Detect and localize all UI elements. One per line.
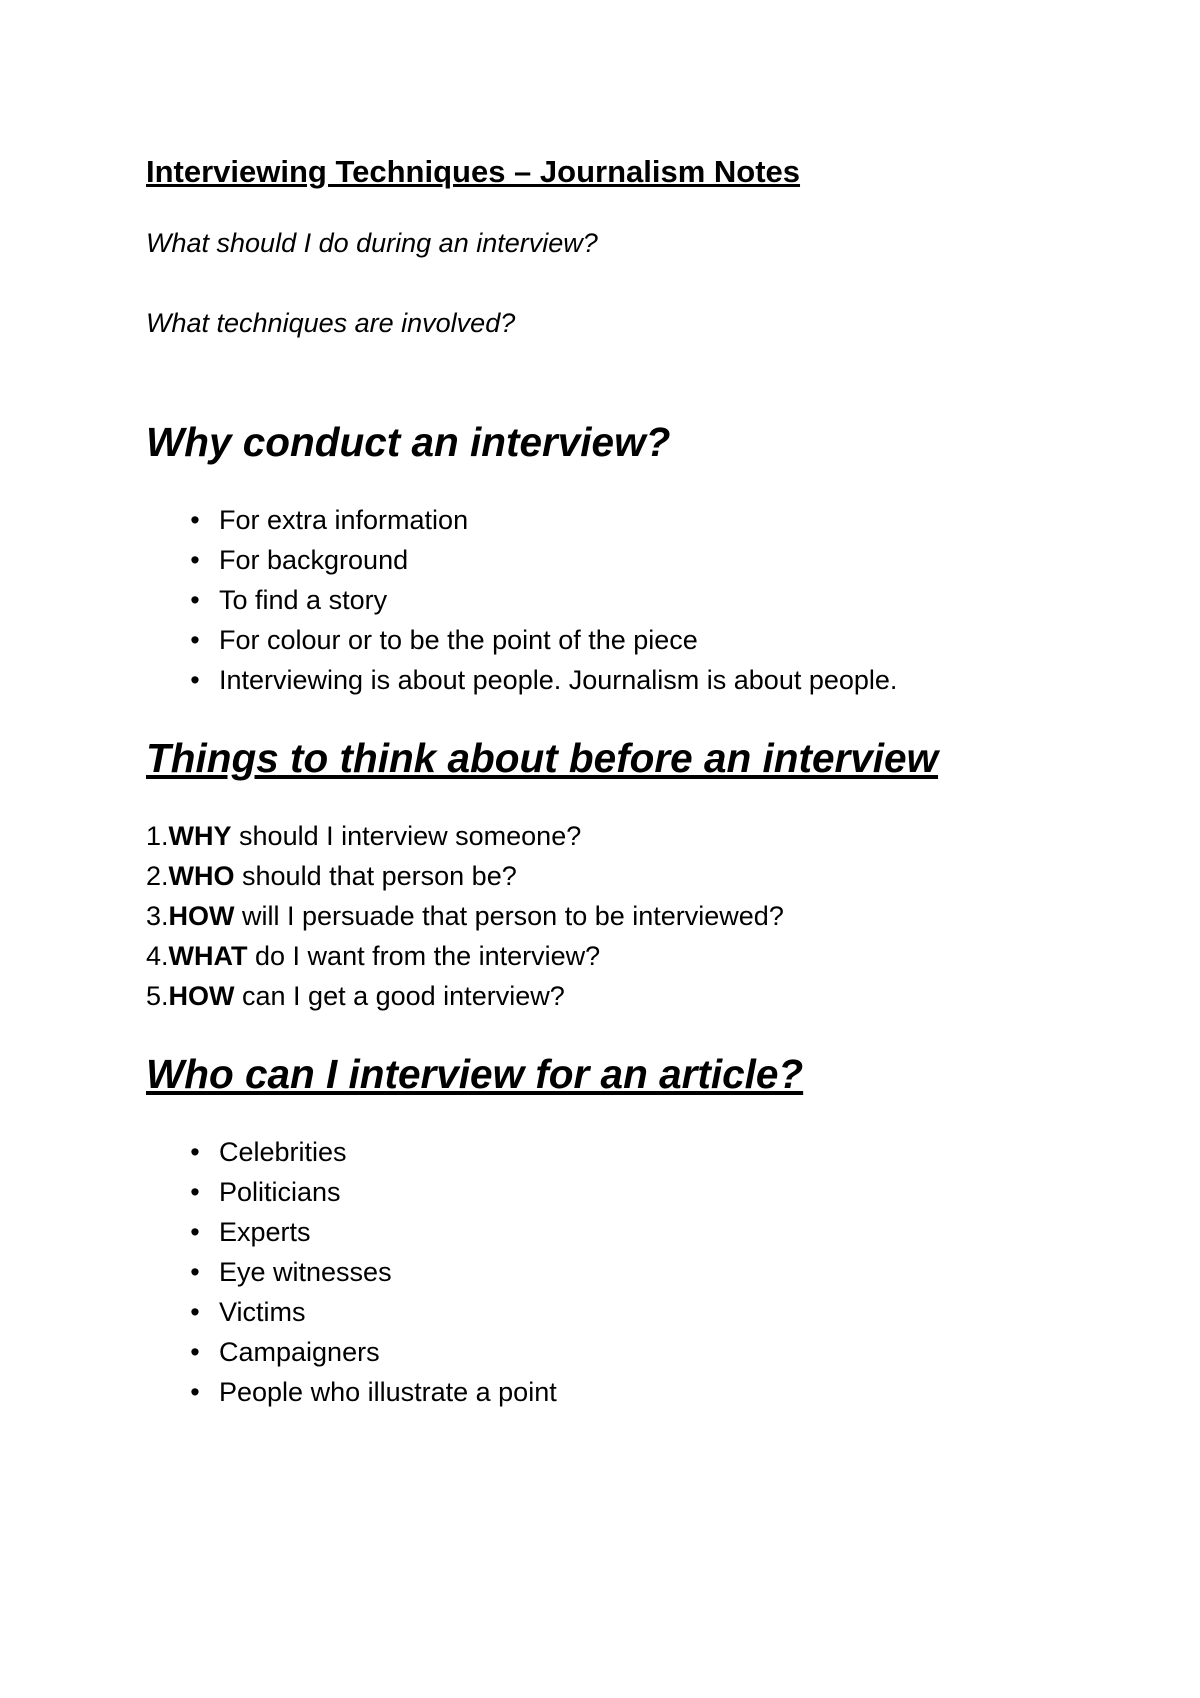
list-item-text: People who illustrate a point	[219, 1377, 557, 1407]
bullet-icon: •	[190, 1137, 200, 1167]
item-text: do I want from the interview?	[247, 941, 601, 971]
item-text: can I get a good interview?	[234, 981, 565, 1011]
document-title: Interviewing Techniques – Journalism Notes	[146, 154, 801, 189]
item-number: 4.	[146, 941, 169, 971]
list-item	[146, 1172, 1126, 1212]
list-item-text: For colour or to be the point of the piece	[219, 625, 698, 655]
list-item	[146, 1252, 1126, 1292]
item-keyword: HOW	[168, 901, 235, 931]
intro-question: What should I do during an interview?	[146, 228, 598, 258]
list-item	[146, 1132, 1126, 1172]
list-item	[146, 580, 1126, 620]
list-item	[146, 620, 1126, 660]
before-list	[146, 816, 1126, 1016]
intro-question: What techniques are involved?	[146, 308, 516, 338]
item-keyword: WHO	[168, 861, 235, 891]
list-item-text: Politicians	[219, 1177, 341, 1207]
who-list	[146, 1132, 1126, 1412]
bullet-icon: •	[190, 505, 200, 535]
list-item-text: Experts	[219, 1217, 311, 1247]
list-item	[146, 500, 1126, 540]
why-list	[146, 500, 1126, 700]
item-number: 5.	[146, 981, 169, 1011]
list-item-text: To find a story	[219, 585, 388, 615]
item-number: 1.	[146, 821, 169, 851]
bullet-icon: •	[190, 585, 200, 615]
bullet-icon: •	[190, 1177, 200, 1207]
item-keyword: WHY	[168, 821, 232, 851]
item-keyword: WHAT	[168, 941, 248, 971]
list-item	[146, 1332, 1126, 1372]
list-item-text: Interviewing is about people. Journalism is about people.	[219, 665, 898, 695]
numbered-item	[146, 816, 1126, 856]
section-heading-who: Who can I interview for an article?	[146, 1051, 804, 1097]
list-item-text: Celebrities	[219, 1137, 347, 1167]
list-item-text: For extra information	[219, 505, 469, 535]
item-number: 3.	[146, 901, 169, 931]
numbered-item	[146, 976, 1126, 1016]
numbered-item	[146, 936, 1126, 976]
section-heading-why: Why conduct an interview?	[146, 419, 671, 465]
document-content	[146, 150, 1126, 1412]
list-item	[146, 1372, 1126, 1412]
bullet-icon: •	[190, 1297, 200, 1327]
bullet-icon: •	[190, 1217, 200, 1247]
list-item-text: Campaigners	[219, 1337, 380, 1367]
item-number: 2.	[146, 861, 169, 891]
list-item-text: For background	[219, 545, 409, 575]
list-item	[146, 1212, 1126, 1252]
item-text: should I interview someone?	[231, 821, 582, 851]
item-text: will I persuade that person to be interviewed?	[234, 901, 784, 931]
numbered-item	[146, 896, 1126, 936]
bullet-icon: •	[190, 1257, 200, 1287]
list-item	[146, 660, 1126, 700]
item-text: should that person be?	[234, 861, 517, 891]
list-item-text: Eye witnesses	[219, 1257, 392, 1287]
list-item	[146, 1292, 1126, 1332]
list-item	[146, 540, 1126, 580]
bullet-icon: •	[190, 665, 200, 695]
numbered-item	[146, 856, 1126, 896]
item-keyword: HOW	[168, 981, 235, 1011]
list-item-text: Victims	[219, 1297, 306, 1327]
bullet-icon: •	[190, 545, 200, 575]
bullet-icon: •	[190, 1377, 200, 1407]
section-heading-before: Things to think about before an interview	[146, 735, 939, 781]
bullet-icon: •	[190, 1337, 200, 1367]
bullet-icon: •	[190, 625, 200, 655]
